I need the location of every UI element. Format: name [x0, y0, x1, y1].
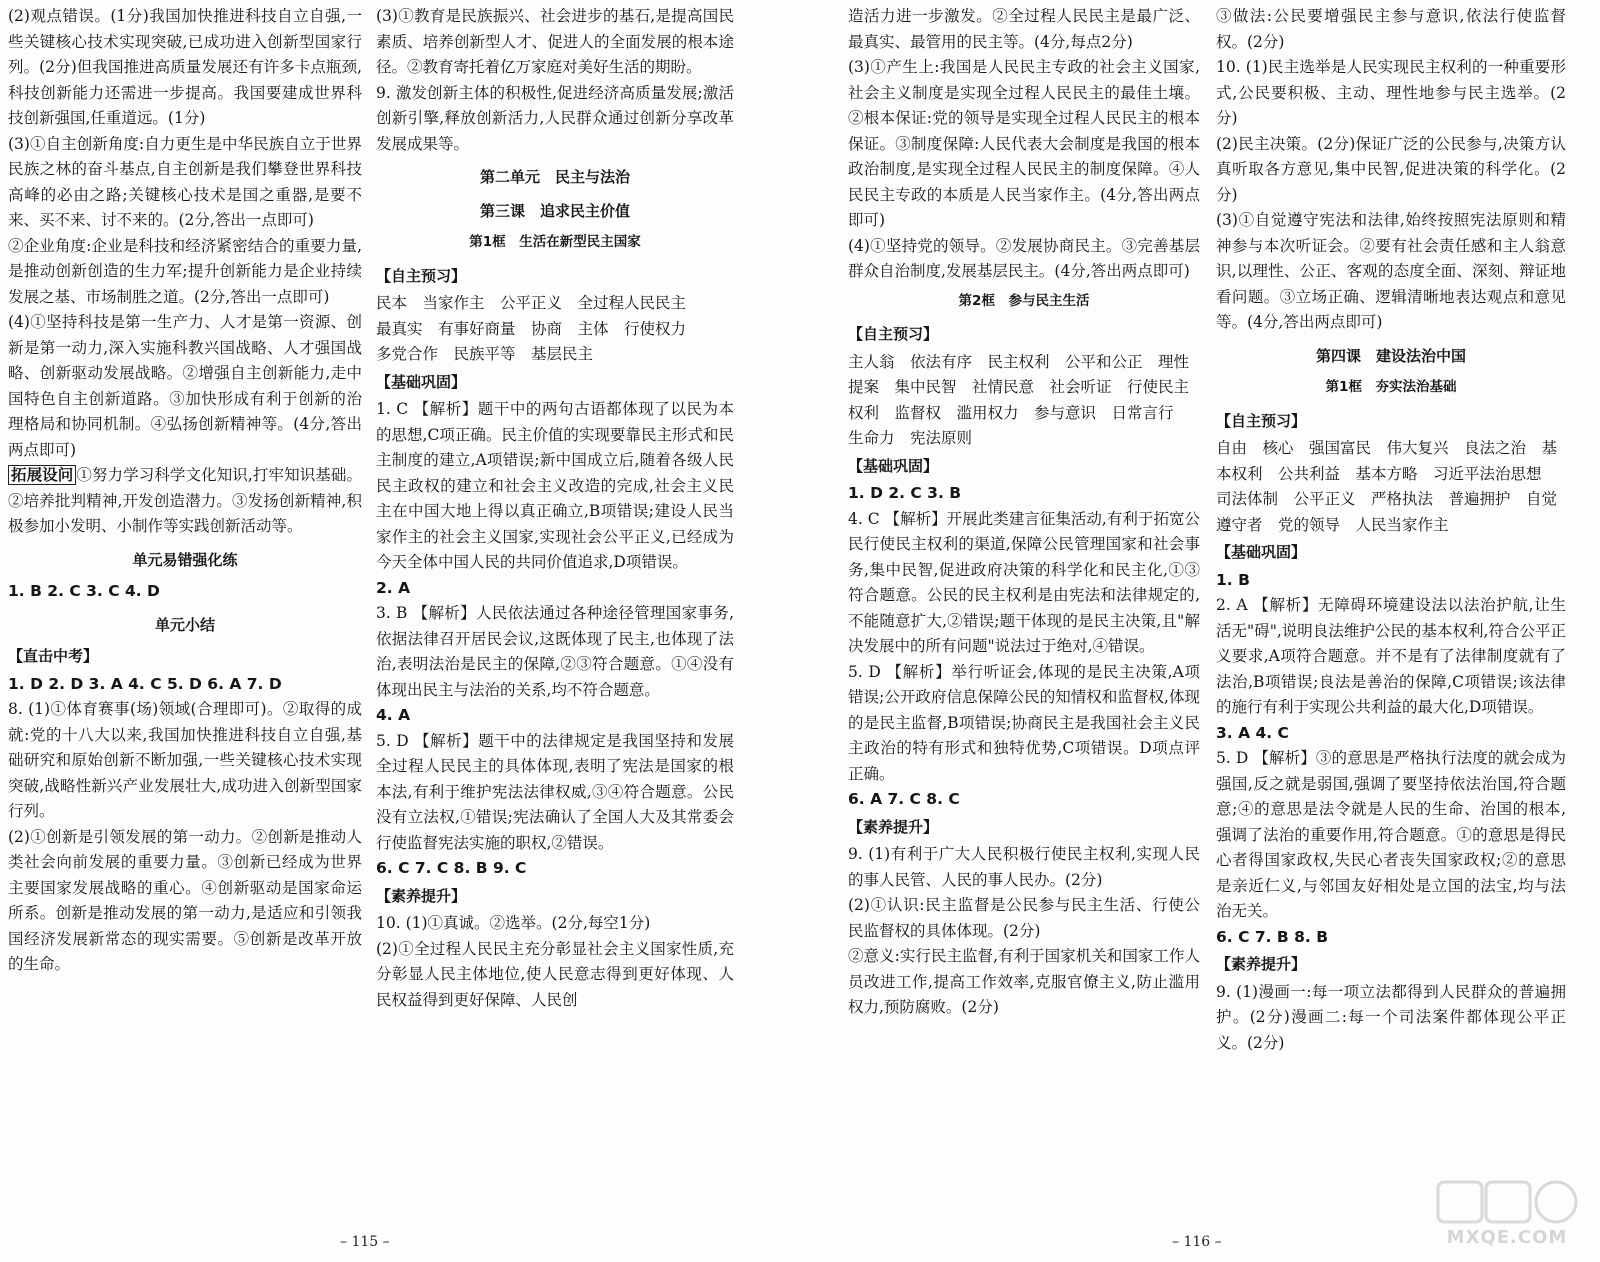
section-heading: 第二单元 民主与法治 [479, 168, 630, 186]
block-heading: 【基础巩固】 [848, 456, 939, 475]
page-number-116: – 116 – [1172, 1234, 1222, 1250]
answer-paragraph: 8. (1)①体育赛事(场)领域(合理即可)。②取得的成就:党的十八大以来,我国加快推进科技自立自强,基础研究和原始创新不断加强,一些关键核心技术实现突破,战略性新兴产业发展壮大,成功进入创新型国家行列。 [8, 700, 362, 820]
answer-paragraph: ③做法:公民要增强民主参与意识,依法行使监督权。(2分) [1216, 7, 1566, 51]
answer-paragraph: 10. (1)①真诚。②选举。(2分,每空1分) [376, 914, 651, 932]
answer-paragraph: (3)①自主创新角度:自力更生是中华民族自立于世界民族之林的奋斗基点,自主创新是我们攀登世界科技高峰的必由之路;关键核心技术是国之重器,是要不来、买不来、讨不来的。(2分,答出一点即可) [8, 134, 362, 229]
answer-paragraph: 5. D 【解析】③的意思是严格执行法度的就会成为强国,反之就是弱国,强调了要坚持依法治国,符合题意;④的意思是法令就是人民的生命、治国的根本,强调了法治的重要作用,符合题意。①的意思是得民心者得国家政权,失民心者丧失国家政权;②的意思是亲近仁义,与邻国友好相处是立国的法宝,均与法治无关。 [1216, 749, 1566, 920]
preview-terms: 最真实 有事好商量 协商 主体 行使权力 [376, 319, 687, 338]
subsection-heading: 第1框 生活在新型民主国家 [469, 234, 641, 250]
block-heading: 【素养提升】 [376, 886, 467, 905]
extension-question [8, 463, 362, 540]
answer-paragraph: (3)①自觉遵守宪法和法律,始终按照宪法原则和精神参与本次听证会。②要有社会责任感和主人翁意识,以理性、公正、客观的态度全面、深刻、辩证地看问题。③立场正确、逻辑清晰地表达观点和意见等。(4分,答出两点即可) [1216, 211, 1566, 331]
watermark-logo [1432, 1178, 1582, 1248]
answer-paragraph: ②意义:实行民主监督,有利于国家机关和国家工作人员改进工作,提高工作效率,克服官僚主义,防止滥用权力,预防腐败。(2分) [848, 947, 1200, 1016]
preview-terms: 多党合作 民族平等 基层民主 [376, 345, 594, 363]
section-heading: 第四课 建设法治中国 [1315, 346, 1466, 365]
answer-paragraph: (4)①坚持科技是第一生产力、人才是第一资源、创新是第一动力,深入实施科教兴国战略、人才强国战略、创新驱动发展战略。②增强自主创新能力,走中国特色自主创新道路。③加快形成有利于创新的治理格局和协同机制。④弘扬创新精神等。(4分,答出两点即可) [8, 313, 362, 459]
subsection-heading: 第1框 夯实法治基础 [1325, 379, 1457, 395]
answer-paragraph: 9. 激发创新主体的积极性,促进经济高质量发展;激活创新引擎,释放创新活力,人民群众通过创新分享改革发展成果等。 [376, 83, 734, 153]
block-heading: 【素养提升】 [848, 817, 939, 836]
page115-column-right [376, 0, 734, 1236]
block-heading: 【素养提升】 [1216, 955, 1307, 973]
watermark-site: MXQE.COM [1446, 1227, 1568, 1248]
answer-paragraph: 5. D 【解析】举行听证会,体现的是民主决策,A项错误;公开政府信息保障公民的知情权和监督权,体现的是民主监督,B项错误;协商民主是我国社会主义民主政治的特有形式和独特优势,C项错误。D项点评正确。 [848, 662, 1200, 783]
answer-line: 6. C 7. B 8. B [1216, 927, 1329, 946]
answer-paragraph: 9. (1)有利于广大人民积极行使民主权利,实现人民的事人民管、人民的事人民办。(2分) [848, 845, 1200, 889]
block-heading: 【自主预习】 [376, 266, 467, 285]
block-heading: 【自主预习】 [1216, 411, 1307, 430]
page116-column-right [1216, 0, 1566, 1236]
page115-column-left [8, 0, 362, 1236]
answer-paragraph: 2. A 【解析】无障碍环境建设法以法治护航,让生活无"碍",说明良法维护公民的基本权利,符合公平正义要求,A项符合题意。并不是有了法律制度就有了法治,B项错误;良法是善治的保障,C项错误;该法律的施行有利于实现公共利益的最大化,D项错误。 [1216, 596, 1566, 716]
page-number-115: – 115 – [340, 1234, 390, 1250]
preview-terms: 主人翁 依法有序 民主权利 公平和公正 理性 提案 集中民智 社情民意 社会听证 行使民主权利 监督权 滥用权力 参与意识 日常言行 生命力 宪法原则 [848, 352, 1205, 447]
answer-line: 6. C 7. C 8. B 9. C [376, 859, 527, 877]
answer-line: 3. A 4. C [1216, 723, 1289, 742]
extension-label: 拓展设问 [8, 465, 76, 485]
preview-terms: 民本 当家作主 公平正义 全过程人民民主 [376, 294, 687, 312]
answer-paragraph: (3)①产生上:我国是人民民主专政的社会主义国家,社会主义制度是实现全过程人民民主的最佳土壤。②根本保证:党的领导是实现全过程人民民主的根本保证。③制度保障:人民代表大会制度是我国的根本政治制度,是实现全过程人民民主的制度保障。④人民民主专政的本质是人民当家作主。(4分,答出两点即可) [848, 58, 1200, 229]
answer-paragraph: (2)①全过程人民民主充分彰显社会主义国家性质,充分彰显人民主体地位,使人民意志得到更好体现、人民权益得到更好保障、人民创 [376, 939, 734, 1009]
answer-paragraph: 9. (1)漫画一:每一项立法都得到人民群众的普遍拥护。(2分)漫画二:每一个司法案件都体现公平正义。(2分) [1216, 982, 1566, 1052]
block-heading: 【基础巩固】 [376, 372, 467, 391]
block-heading: 【直击中考】 [8, 647, 99, 665]
answer-paragraph: 10. (1)民主选举是人民实现民主权利的一种重要形式,公民要积极、主动、理性地参与民主选举。(2分) [1216, 58, 1566, 127]
answer-paragraph: 3. B 【解析】人民依法通过各种途径管理国家事务,依据法律召开居民会议,这既体现了民主,也体现了法治,表明法治是民主的保障,②③符合题意。①④没有体现出民主与法治的关系,均不符合题意。 [376, 604, 734, 699]
subsection-heading: 第2框 参与民主生活 [958, 292, 1090, 309]
answer-paragraph: (2)①创新是引领发展的第一动力。②创新是推动人类社会向前发展的重要力量。③创新已经成为世界主要国家发展战略的重心。④创新驱动是国家命运所系。创新是推动发展的第一动力,是适应和引领我国经济发展新常态的现实需要。⑤创新是改革开放的生命。 [8, 827, 362, 973]
answer-line: 4. A [376, 706, 411, 724]
answer-paragraph: 造活力进一步激发。②全过程人民民主是最广泛、最真实、最管用的民主等。(4分,每点2分) [848, 7, 1200, 51]
section-heading: 单元小结 [154, 615, 215, 634]
preview-terms: 自由 核心 强国富民 伟大复兴 良法之治 基本权利 公共利益 基本方略 习近平法治思想 司法体制 公平正义 严格执法 普遍拥护 自觉遵守者 党的领导 人民当家作主 [1216, 439, 1558, 534]
answer-paragraph: 4. C 【解析】开展此类建言征集活动,有利于拓宽公民行使民主权利的渠道,保障公民管理国家和社会事务,集中民智,促进政府决策的科学化和民主化,①③符合题意。公民的民主权利是由宪法和法律规定的,不能随意扩大,②错误;题干体现的是民主决策,且"解决发展中的所有问题"说法过于绝对,④错误。 [848, 509, 1200, 655]
answer-paragraph: (2)观点错误。(1分)我国加快推进科技自立自强,一些关键核心技术实现突破,已成功进入创新型国家行列。(2分)但我国推进高质量发展还有许多卡点瓶颈,科技创新能力还需进一步提高。我国要建成世界科技创新强国,任重道远。(1分) [8, 7, 362, 127]
answer-paragraph: 5. D 【解析】题干中的法律规定是我国坚持和发展全过程人民民主的具体体现,表明了宪法是国家的根本法,有利于维护宪法法律权威,③④符合题意。公民没有立法权,①错误;宪法确认了全国人大及其常委会行使监督宪法实施的职权,②错误。 [376, 731, 734, 852]
block-heading: 【自主预习】 [848, 325, 939, 343]
answer-paragraph: 1. C 【解析】题干中的两句古语都体现了以民为本的思想,C项正确。民主价值的实现要靠民主形式和民主制度的建立,A项错误;新中国成立后,随着各级人民民主政权的建立和社会主义改造的完成,社会主义民主在中国大地上得以真正确立,B项错误;建设人民当家作主的社会主义国家,实现社会公平正义,已经成为今天全体中国人民的共同价值追求,D项错误。 [376, 400, 734, 571]
block-heading: 【基础巩固】 [1216, 543, 1307, 561]
answer-line: 1. B [1216, 570, 1250, 589]
answer-line: 1. D 2. C 3. B [848, 484, 962, 502]
answer-line: 1. D 2. D 3. A 4. C 5. D 6. A 7. D [8, 674, 282, 693]
answer-line: 1. B 2. C 3. C 4. D [8, 582, 160, 600]
page116-column-left [848, 0, 1205, 1236]
answer-line: 2. A [376, 578, 411, 597]
section-heading: 第三课 追求民主价值 [479, 201, 630, 220]
answer-paragraph: (2)民主决策。(2分)保证广泛的公民参与,决策方认真听取各方意见,集中民智,促进决策的科学化。(2分) [1216, 134, 1566, 204]
section-heading: 单元易错强化练 [132, 550, 238, 569]
answer-paragraph: (2)①认识:民主监督是公民参与民主生活、行使公民监督权的具体体现。(2分) [848, 896, 1200, 940]
answer-line: 6. A 7. C 8. C [848, 790, 960, 808]
answer-paragraph: (3)①教育是民族振兴、社会进步的基石,是提高国民素质、培养创新型人才、促进人的全面发展的根本途径。②教育寄托着亿万家庭对美好生活的期盼。 [376, 7, 734, 76]
extension-text: ①努力学习科学文化知识,打牢知识基础。②培养批判精神,开发创造潜力。③发扬创新精神,积极参加小发明、小制作等实践创新活动等。 [8, 466, 362, 535]
answer-paragraph: ②企业角度:企业是科技和经济紧密结合的重要力量,是推动创新创造的生力军;提升创新能力是企业持续发展之基、市场制胜之道。(2分,答出一点即可) [8, 236, 362, 306]
answer-paragraph: (4)①坚持党的领导。②发展协商民主。③完善基层群众自治制度,发展基层民主。(4分,答出两点即可) [848, 236, 1200, 280]
